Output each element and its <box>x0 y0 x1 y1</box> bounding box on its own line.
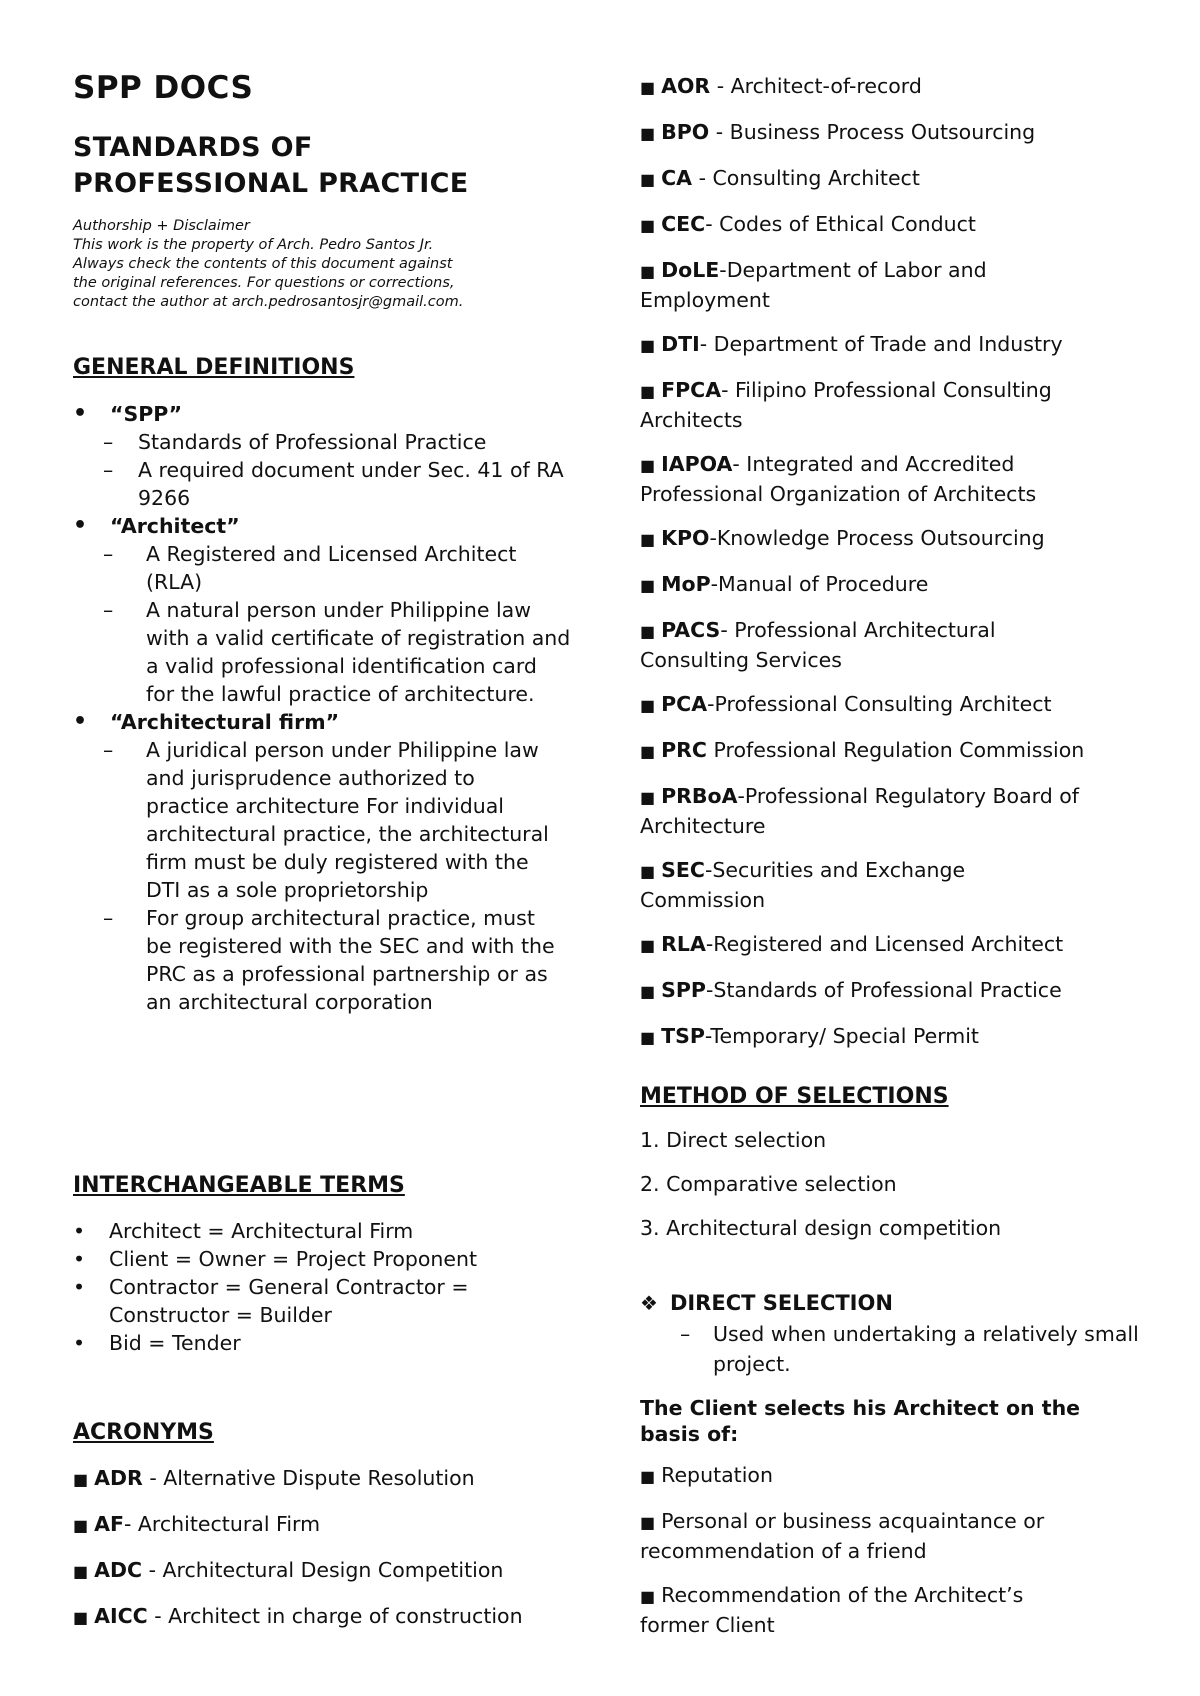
acronyms-left-list <box>73 1464 593 1632</box>
square-bullet-icon: ■ <box>640 170 656 189</box>
acronym-abbr: AF <box>94 1512 124 1536</box>
acronym-item <box>640 690 1140 720</box>
disclaimer-line: the original references. For questions or corrections, <box>73 275 455 291</box>
list-item: • Contractor = General Contractor = Constructor = Builder <box>73 1273 543 1329</box>
basis-text: Reputation <box>661 1463 773 1487</box>
list-item: 3. Architectural design competition <box>640 1216 1002 1240</box>
square-bullet-icon: ■ <box>640 262 656 281</box>
list-item <box>640 1581 1070 1639</box>
disclaimer-line: Authorship + Disclaimer <box>73 218 250 234</box>
acronym-item <box>73 1510 593 1540</box>
acronym-abbr: AOR <box>661 74 711 98</box>
acronym-item <box>640 118 1140 148</box>
acronym-text: - Department of Trade and Industry <box>699 332 1063 356</box>
square-bullet-icon: ■ <box>640 982 656 1001</box>
acronym-text: - Consulting Architect <box>692 166 920 190</box>
acronym-text: - Codes of Ethical Conduct <box>705 212 976 236</box>
square-bullet-icon: ■ <box>640 336 656 355</box>
acronyms-right-list <box>640 72 1140 1068</box>
acronym-item <box>640 450 1100 508</box>
acronym-text: -Knowledge Process Outsourcing <box>709 526 1045 550</box>
document-title: SPP DOCS <box>73 70 254 106</box>
definition-text: – Standards of Professional Practice <box>73 428 593 456</box>
square-bullet-icon: ■ <box>640 576 656 595</box>
acronym-abbr: BPO <box>661 120 710 144</box>
acronym-text: -Temporary/ Special Permit <box>704 1024 979 1048</box>
acronym-abbr: SEC <box>661 858 705 882</box>
acronym-item <box>640 616 1060 674</box>
definition-term: • “Architect” <box>73 512 593 540</box>
acronym-abbr: FPCA <box>661 378 722 402</box>
acronym-item <box>640 570 1140 600</box>
acronym-item <box>640 376 1110 434</box>
acronym-text: -Professional Regulatory Board of Architecture <box>640 784 1080 838</box>
acronym-item <box>640 210 1140 240</box>
acronym-abbr: ADC <box>94 1558 143 1582</box>
square-bullet-icon: ■ <box>640 382 656 401</box>
acronym-text: Professional Regulation Commission <box>706 738 1085 762</box>
acronym-item <box>640 524 1140 554</box>
list-item: 1. Direct selection <box>640 1128 827 1152</box>
acronym-text: - Architectural Design Competition <box>142 1558 504 1582</box>
disclaimer-line: Always check the contents of this document against <box>73 256 453 272</box>
interchangeable-terms-heading: INTERCHANGEABLE TERMS <box>73 1173 405 1198</box>
disclaimer-line: This work is the property of Arch. Pedro Santos Jr. <box>73 237 434 253</box>
acronym-text: - Business Process Outsourcing <box>709 120 1036 144</box>
acronym-abbr: PACS <box>661 618 721 642</box>
acronyms-heading: ACRONYMS <box>73 1420 214 1445</box>
acronym-abbr: DTI <box>661 332 700 356</box>
acronym-abbr: TSP <box>661 1024 705 1048</box>
acronym-text: - Architect in charge of construction <box>147 1604 523 1628</box>
square-bullet-icon: ■ <box>640 78 656 97</box>
basis-text: Personal or business acquaintance or recommendation of a friend <box>640 1509 1045 1563</box>
square-bullet-icon: ■ <box>640 1028 656 1047</box>
acronym-item <box>73 1464 593 1494</box>
acronym-item <box>640 72 1140 102</box>
acronym-text: - Filipino Professional Consulting Architects <box>640 378 1052 432</box>
acronym-text: -Securities and Exchange Commission <box>640 858 966 912</box>
acronym-item <box>640 164 1140 194</box>
basis-list <box>640 1461 1120 1655</box>
square-bullet-icon: ■ <box>640 742 656 761</box>
square-bullet-icon: ■ <box>640 1467 656 1486</box>
square-bullet-icon: ■ <box>640 622 656 641</box>
acronym-item <box>640 1022 1140 1052</box>
acronym-text: -Registered and Licensed Architect <box>705 932 1064 956</box>
acronym-text: - Alternative Dispute Resolution <box>142 1466 475 1490</box>
acronym-item <box>73 1602 593 1632</box>
definition-text: – For group architectural practice, must be registered with the SEC and with the PRC as a professional partnership or as an architectural corporation <box>73 904 564 1016</box>
acronym-item <box>640 256 1070 314</box>
square-bullet-icon: ■ <box>640 124 656 143</box>
square-bullet-icon: ■ <box>73 1516 89 1535</box>
list-item <box>640 1461 1120 1491</box>
acronym-abbr: AICC <box>94 1604 148 1628</box>
acronym-abbr: CEC <box>661 212 706 236</box>
square-bullet-icon: ■ <box>640 788 656 807</box>
acronym-item <box>73 1556 593 1586</box>
acronym-text: - Professional Architectural Consulting Services <box>640 618 996 672</box>
acronym-text: -Manual of Procedure <box>710 572 929 596</box>
direct-selection-heading <box>640 1291 893 1315</box>
square-bullet-icon: ■ <box>640 936 656 955</box>
definition-text: – A juridical person under Philippine law and jurisprudence authorized to practice architecture For individual architectural practice, the architectural firm must be duly registered with the DTI as a sole proprietorship <box>73 736 564 904</box>
selection-methods-list <box>640 1126 1001 1258</box>
definition-text: – A required document under Sec. 41 of RA 9266 <box>73 456 578 512</box>
definition-term: • “SPP” <box>73 400 593 428</box>
disclaimer-block <box>73 217 463 312</box>
basis-text: Recommendation of the Architect’s former Client <box>640 1583 1024 1637</box>
general-definitions-list <box>73 400 593 1016</box>
dash-bullet-icon: – <box>680 1322 691 1346</box>
acronym-text: -Standards of Professional Practice <box>705 978 1062 1002</box>
square-bullet-icon: ■ <box>640 530 656 549</box>
definition-term: • “Architectural firm” <box>73 708 593 736</box>
subtitle-line: STANDARDS OF <box>73 132 313 163</box>
acronym-abbr: KPO <box>661 526 710 550</box>
square-bullet-icon: ■ <box>640 456 656 475</box>
diamond-bullet-icon: ❖ <box>640 1291 658 1315</box>
square-bullet-icon: ■ <box>640 216 656 235</box>
general-definitions-heading: GENERAL DEFINITIONS <box>73 355 355 380</box>
square-bullet-icon: ■ <box>640 1513 656 1532</box>
square-bullet-icon: ■ <box>640 1587 656 1606</box>
square-bullet-icon: ■ <box>73 1562 89 1581</box>
list-item: • Client = Owner = Project Proponent <box>73 1245 543 1273</box>
acronym-abbr: SPP <box>661 978 706 1002</box>
acronym-text: - Integrated and Accredited Professional Organization of Architects <box>640 452 1037 506</box>
document-subtitle <box>73 130 469 202</box>
basis-heading: The Client selects his Architect on the basis of: <box>640 1396 1081 1446</box>
acronym-item <box>640 856 1020 914</box>
interchangeable-terms-list <box>73 1217 543 1357</box>
disclaimer-line: contact the author at arch.pedrosantosjr@gmail.com. <box>73 294 464 310</box>
acronym-abbr: CA <box>661 166 693 190</box>
list-item: • Bid = Tender <box>73 1329 543 1357</box>
acronym-abbr: ADR <box>94 1466 143 1490</box>
subtitle-line: PROFESSIONAL PRACTICE <box>73 168 469 199</box>
method-of-selections-heading: METHOD OF SELECTIONS <box>640 1084 949 1109</box>
acronym-item <box>640 782 1135 840</box>
acronym-item <box>640 930 1140 960</box>
acronym-abbr: DoLE <box>661 258 720 282</box>
direct-selection-definition <box>640 1319 1143 1379</box>
acronym-abbr: MoP <box>661 572 711 596</box>
square-bullet-icon: ■ <box>640 696 656 715</box>
acronym-item <box>640 330 1140 360</box>
list-item: • Architect = Architectural Firm <box>73 1217 543 1245</box>
acronym-text: - Architectural Firm <box>124 1512 321 1536</box>
acronym-text: -Department of Labor and Employment <box>640 258 987 312</box>
list-item <box>640 1507 1080 1565</box>
acronym-item <box>640 736 1140 766</box>
acronym-abbr: IAPOA <box>661 452 733 476</box>
definition-text: – A natural person under Philippine law with a valid certificate of registration and a valid professional identification card for the lawful practice of architecture. <box>73 596 571 708</box>
square-bullet-icon: ■ <box>73 1608 89 1627</box>
acronym-text: - Architect-of-record <box>710 74 922 98</box>
acronym-abbr: PRC <box>661 738 707 762</box>
acronym-abbr: RLA <box>661 932 706 956</box>
definition-text: – A Registered and Licensed Architect (RLA) <box>73 540 566 596</box>
list-item: 2. Comparative selection <box>640 1172 897 1196</box>
square-bullet-icon: ■ <box>640 862 656 881</box>
acronym-abbr: PCA <box>661 692 708 716</box>
acronym-text: -Professional Consulting Architect <box>707 692 1052 716</box>
acronym-item <box>640 976 1140 1006</box>
definition-text: Used when undertaking a relatively small project. <box>713 1322 1139 1376</box>
direct-selection-title: DIRECT SELECTION <box>669 1291 893 1315</box>
square-bullet-icon: ■ <box>73 1470 89 1489</box>
acronym-abbr: PRBoA <box>661 784 738 808</box>
